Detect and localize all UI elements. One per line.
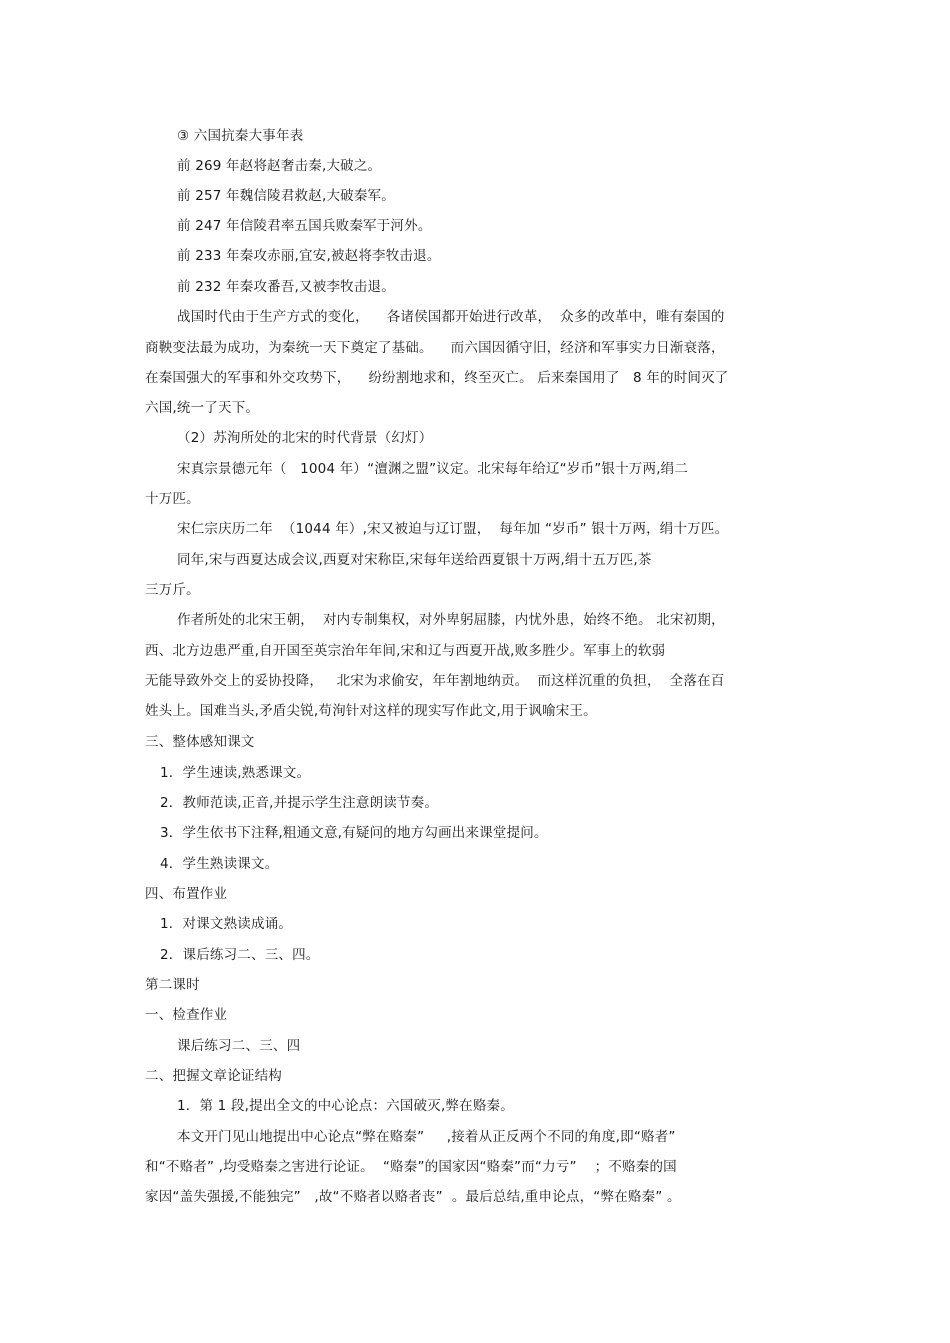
section-heading-4: 四、布置作业 — [145, 886, 228, 902]
paragraph-line: 宋真宗景德元年（ 1004 年）“澶渊之盟”议定。北宋每年给辽“岁币”银十万两,绢二 — [177, 461, 689, 477]
paragraph-line: 课后练习二、三、四 — [177, 1038, 301, 1054]
list-item: 4．学生熟读课文。 — [160, 856, 279, 872]
paragraph-line: 战国时代由于生产方式的变化， 各诸侯国都开始进行改革， 众多的改革中，唯有秦国的 — [177, 309, 725, 325]
section-heading-3: 三、整体感知课文 — [145, 734, 255, 750]
list-item: 2．教师范读,正音,并提示学生注意朗读节奏。 — [160, 795, 439, 811]
list-item: 1．对课文熟读成诵。 — [160, 916, 293, 932]
line-timeline-232: 前 232 年秦攻番吾,又被李牧击退。 — [177, 279, 395, 295]
paragraph-line: 和“不赂者” ,均受赂秦之害进行论证。 “赂秦”的国家因“赂秦”而“力亏” ；不赂秦的国 — [145, 1159, 677, 1175]
line-timeline-247: 前 247 年信陵君率五国兵败秦军于河外。 — [177, 218, 432, 234]
line-timeline-269: 前 269 年赵将赵奢击秦,大破之。 — [177, 158, 382, 174]
paragraph-line: 六国,统一了天下。 — [145, 400, 260, 416]
paragraph-line: 无能导致外交上的妥协投降， 北宋为求偷安，年年割地纳贡。 而这样沉重的负担， 全落在百 — [145, 673, 725, 689]
paragraph-line: 十万匹。 — [145, 491, 200, 507]
paragraph-line: 商鞅变法最为成功，为秦统一天下奠定了基础。 而六国因循守旧，经济和军事实力日渐衰落， — [145, 340, 725, 356]
subheading-song-background: （2）苏洵所处的北宋的时代背景（幻灯） — [177, 430, 433, 446]
section-heading-2: 二、把握文章论证结构 — [145, 1068, 282, 1084]
paragraph-line: 本文开门见山地提出中心论点“弊在赂秦” ,接着从正反两个不同的角度,即“赂者” — [177, 1129, 676, 1145]
list-item: 1．学生速读,熟悉课文。 — [160, 765, 311, 781]
paragraph-line: 作者所处的北宋王朝， 对内专制集权，对外卑躬屈膝，内忧外患，始终不绝。 北宋初期， — [177, 612, 725, 628]
line-timeline-233: 前 233 年秦攻赤丽,宜安,被赵将李牧击退。 — [177, 248, 441, 264]
list-item: 2．课后练习二、三、四。 — [160, 947, 320, 963]
lesson-heading: 第二课时 — [145, 977, 200, 993]
line-heading-timeline: ③ 六国抗秦大事年表 — [177, 128, 304, 144]
paragraph-line: 姓头上。国难当头,矛盾尖锐,苟洵针对这样的现实写作此文,用于讽喻宋王。 — [145, 703, 597, 719]
paragraph-line: 西、北方边患严重,自开国至英宗治年年间,宋和辽与西夏开战,败多胜少。军事上的软弱 — [145, 643, 666, 659]
section-heading-1: 一、检查作业 — [145, 1007, 228, 1023]
line-timeline-257: 前 257 年魏信陵君救赵,大破秦军。 — [177, 188, 395, 204]
paragraph-line: 宋仁宗庆历二年 （1044 年）,宋又被迫与辽订盟， 每年加 “岁币” 银十万两，绢十万匹。 — [177, 521, 729, 537]
paragraph-line: 三万斤。 — [145, 582, 200, 598]
paragraph-line: 同年,宋与西夏达成会议,西夏对宋称臣,宋每年送给西夏银十万两,绢十五万匹,茶 — [177, 552, 652, 568]
list-item: 3．学生依书下注释,粗通文意,有疑问的地方勾画出来课堂提问。 — [160, 825, 548, 841]
paragraph-line: 家因“盖失强援,不能独完” ,故“不赂者以赂者丧” 。最后总结,重申论点，“弊在赂秦” 。 — [145, 1189, 681, 1205]
paragraph-line: 在秦国强大的军事和外交攻势下， 纷纷割地求和，终至灭亡。 后来秦国用了 8 年的时间灭了 — [145, 370, 729, 386]
list-item: 1．第 1 段,提出全文的中心论点：六国破灭,弊在赂秦。 — [177, 1098, 514, 1114]
